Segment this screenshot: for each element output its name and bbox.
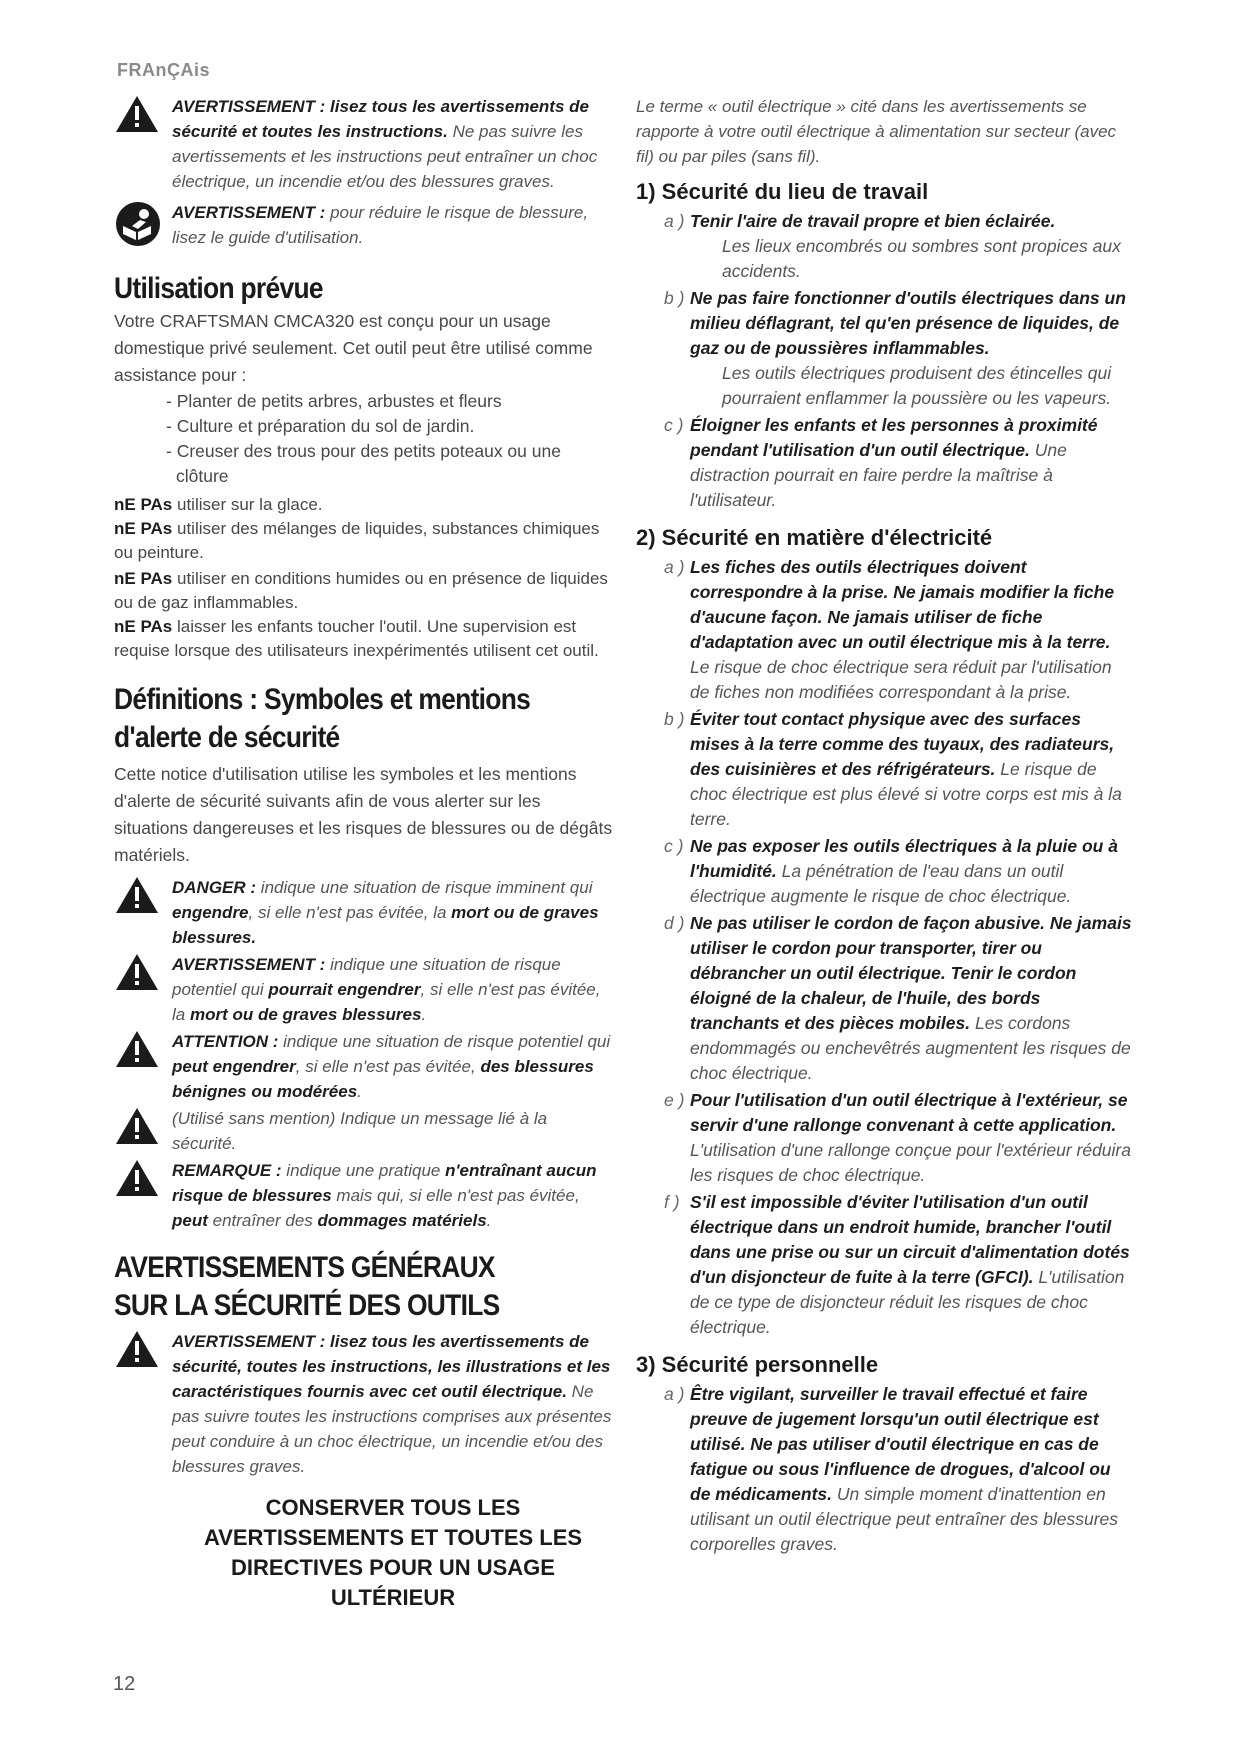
dont-item: nE PAs utiliser des mélanges de liquides, substances chimiques ou peinture. — [114, 519, 600, 562]
item-letter: a ) — [664, 557, 685, 577]
definition-entry: ATTENTION : indique une situation de risque potentiel qui peut engendrer, si elle n'est pas évitée, des blessures bénignes ou modérées. — [114, 1029, 614, 1104]
item-letter: c ) — [664, 836, 684, 856]
warning-triangle-icon — [114, 875, 172, 915]
definitions-intro: Cette notice d'utilisation utilise les symboles et les mentions d'alerte de sécurité suivants afin de vous alerter sur les situations dangereuses et les risques de blessures ou de dégâts matériels. — [114, 764, 613, 865]
warning-read-manual: AVERTISSEMENT : pour réduire le risque de blessure, lisez le guide d'utilisation. — [114, 200, 614, 250]
item-letter: f ) — [664, 1192, 680, 1212]
safety-sections — [636, 177, 1134, 1557]
warning-triangle-icon — [114, 1158, 172, 1198]
dont-item: nE PAs utiliser sur la glace. — [114, 495, 323, 514]
section-title: 1) Sécurité du lieu de travail — [636, 179, 929, 204]
warning-triangle-icon — [114, 1029, 172, 1069]
warning-triangle-icon — [114, 952, 172, 992]
left-column — [114, 94, 614, 1613]
item-letter: c ) — [664, 415, 684, 435]
definition-entry: DANGER : indique une situation de risque imminent qui engendre, si elle n'est pas évitée, la mort ou de graves blessures. — [114, 875, 614, 950]
section-title: 3) Sécurité personnelle — [636, 1352, 879, 1377]
intended-use-title: Utilisation prévue — [114, 272, 323, 305]
safety-item: f ) S'il est impossible d'éviter l'utilisation d'un outil électrique dans un endroit humide, brancher l'outil dans une prise ou sur un circuit d'alimentation dotés d'un disjoncteur de fuite à la terre (GFCI). L'utilisation de ce type de disjoncteur réduit les risques de choc électrique. — [636, 1190, 1134, 1340]
dont-item: nE PAs utiliser en conditions humides ou en présence de liquides ou de gaz inflammables. — [114, 569, 608, 612]
intended-use-list — [114, 389, 614, 489]
list-item: - Creuser des trous pour des petits poteaux ou une clôture — [166, 441, 561, 486]
general-warnings-title: AVERTISSEMENTS GÉNÉRAUX SUR LA SÉCURITÉ DES OUTILS — [114, 1251, 500, 1322]
item-letter: a ) — [664, 1384, 685, 1404]
safety-item: a ) Les fiches des outils électriques doivent correspondre à la prise. Ne jamais modifier la fiche d'aucune façon. Ne jamais utiliser de fiche d'adaptation avec un outil électrique mis à la terre. Le risque de choc électrique sera réduit par l'utilisation de fiches non modifiées correspondant à la prise. — [636, 555, 1134, 705]
safety-item: b ) Ne pas faire fonctionner d'outils électriques dans un milieu déflagrant, tel qu'en présence de liquides, de gaz ou de poussières inflammables. Les outils électriques produisent des étincelles qui pourraient enflammer la poussière ou les vapeurs. — [636, 286, 1134, 411]
power-tool-definition: Le terme « outil électrique » cité dans les avertissements se rapporte à votre outil électrique à alimentation sur secteur (avec fil) ou par piles (sans fil). — [636, 97, 1117, 166]
section-title: 2) Sécurité en matière d'électricité — [636, 525, 993, 550]
definition-entry: AVERTISSEMENT : indique une situation de risque potentiel qui pourrait engendrer, si elle n'est pas évitée, la mort ou de graves blessures. — [114, 952, 614, 1027]
safety-item: c ) Ne pas exposer les outils électriques à la pluie ou à l'humidité. La pénétration de l'eau dans un outil électrique augmente le risque de choc électrique. — [636, 834, 1134, 909]
read-manual-icon — [114, 200, 172, 248]
list-item: - Planter de petits arbres, arbustes et fleurs — [166, 391, 502, 411]
definitions-title: Définitions : Symboles et mentions d'alerte de sécurité — [114, 683, 531, 754]
definition-entry: REMARQUE : indique une pratique n'entraînant aucun risque de blessures mais qui, si elle n'est pas évitée, peut entraîner des dommages matériels. — [114, 1158, 614, 1233]
language-label: FRAnÇAis — [117, 60, 210, 80]
conserve-notice: CONSERVER TOUS LES AVERTISSEMENTS ET TOUTES LES DIRECTIVES POUR UN USAGE ULTÉRIEUR — [203, 1495, 583, 1610]
warning-triangle-icon — [114, 1106, 172, 1146]
definitions-list — [114, 875, 614, 1233]
item-letter: e ) — [664, 1090, 685, 1110]
safety-item: a ) Être vigilant, surveiller le travail effectué et faire preuve de jugement lorsqu'un outil électrique est utilisé. Ne pas utiliser d'outil électrique en cas de fatigue ou sous l'influence de drogues, d'alcool ou de médicaments. Un simple moment d'inattention en utilisant un outil électrique peut entraîner des blessures corporelles graves. — [636, 1382, 1134, 1557]
dont-item: nE PAs laisser les enfants toucher l'outil. Une supervision est requise lorsque des utilisateurs inexpérimentés utilisent cet outil. — [114, 617, 599, 660]
page-number: 12 — [113, 1673, 136, 1695]
item-letter: d ) — [664, 913, 685, 933]
item-letter: b ) — [664, 709, 685, 729]
safety-item: b ) Éviter tout contact physique avec des surfaces mises à la terre comme des tuyaux, des radiateurs, des cuisinières et des réfrigérateurs. Le risque de choc électrique est plus élevé si votre corps est mis à la terre. — [636, 707, 1134, 832]
safety-item: e ) Pour l'utilisation d'un outil électrique à l'extérieur, se servir d'une rallonge convenant à cette application. L'utilisation d'une rallonge conçue pour l'extérieur réduira les risques de choc électrique. — [636, 1088, 1134, 1188]
safety-item: d ) Ne pas utiliser le cordon de façon abusive. Ne jamais utiliser le cordon pour transporter, tirer ou débrancher un outil électrique. Tenir le cordon éloigné de la chaleur, de l'huile, des bords tranchants et des pièces mobiles. Les cordons endommagés ou enchevêtrés augmentent les risques de choc électrique. — [636, 911, 1134, 1086]
warning-triangle-icon — [114, 1329, 172, 1369]
list-item: - Culture et préparation du sol de jardin. — [166, 416, 475, 436]
right-column — [636, 94, 1134, 1557]
safety-item: a ) Tenir l'aire de travail propre et bien éclairée. Les lieux encombrés ou sombres sont propices aux accidents. — [636, 209, 1134, 284]
general-warning: AVERTISSEMENT : lisez tous les avertissements de sécurité, toutes les instructions, les illustrations et les caractéristiques fournis avec cet outil électrique. Ne pas suivre toutes les instructions comprises aux présentes peut conduire à un choc électrique, un incendie et/ou des blessures graves. — [114, 1329, 614, 1479]
warning-triangle-icon — [114, 94, 172, 134]
item-letter: b ) — [664, 288, 685, 308]
item-letter: a ) — [664, 211, 685, 231]
definition-entry: (Utilisé sans mention) Indique un message lié à la sécurité. — [114, 1106, 614, 1156]
intended-use-intro: Votre CRAFTSMAN CMCA320 est conçu pour un usage domestique privé seulement. Cet outil peut être utilisé comme assistance pour : — [114, 311, 593, 385]
warning-read-all: AVERTISSEMENT : lisez tous les avertissements de sécurité et toutes les instructions. Ne pas suivre les avertissements et les instructions peut entraîner un choc électrique, un incendie et/ou des blessures graves. — [114, 94, 614, 194]
safety-item: c ) Éloigner les enfants et les personnes à proximité pendant l'utilisation d'un outil électrique. Une distraction pourrait en faire perdre la maîtrise à l'utilisateur. — [636, 413, 1134, 513]
